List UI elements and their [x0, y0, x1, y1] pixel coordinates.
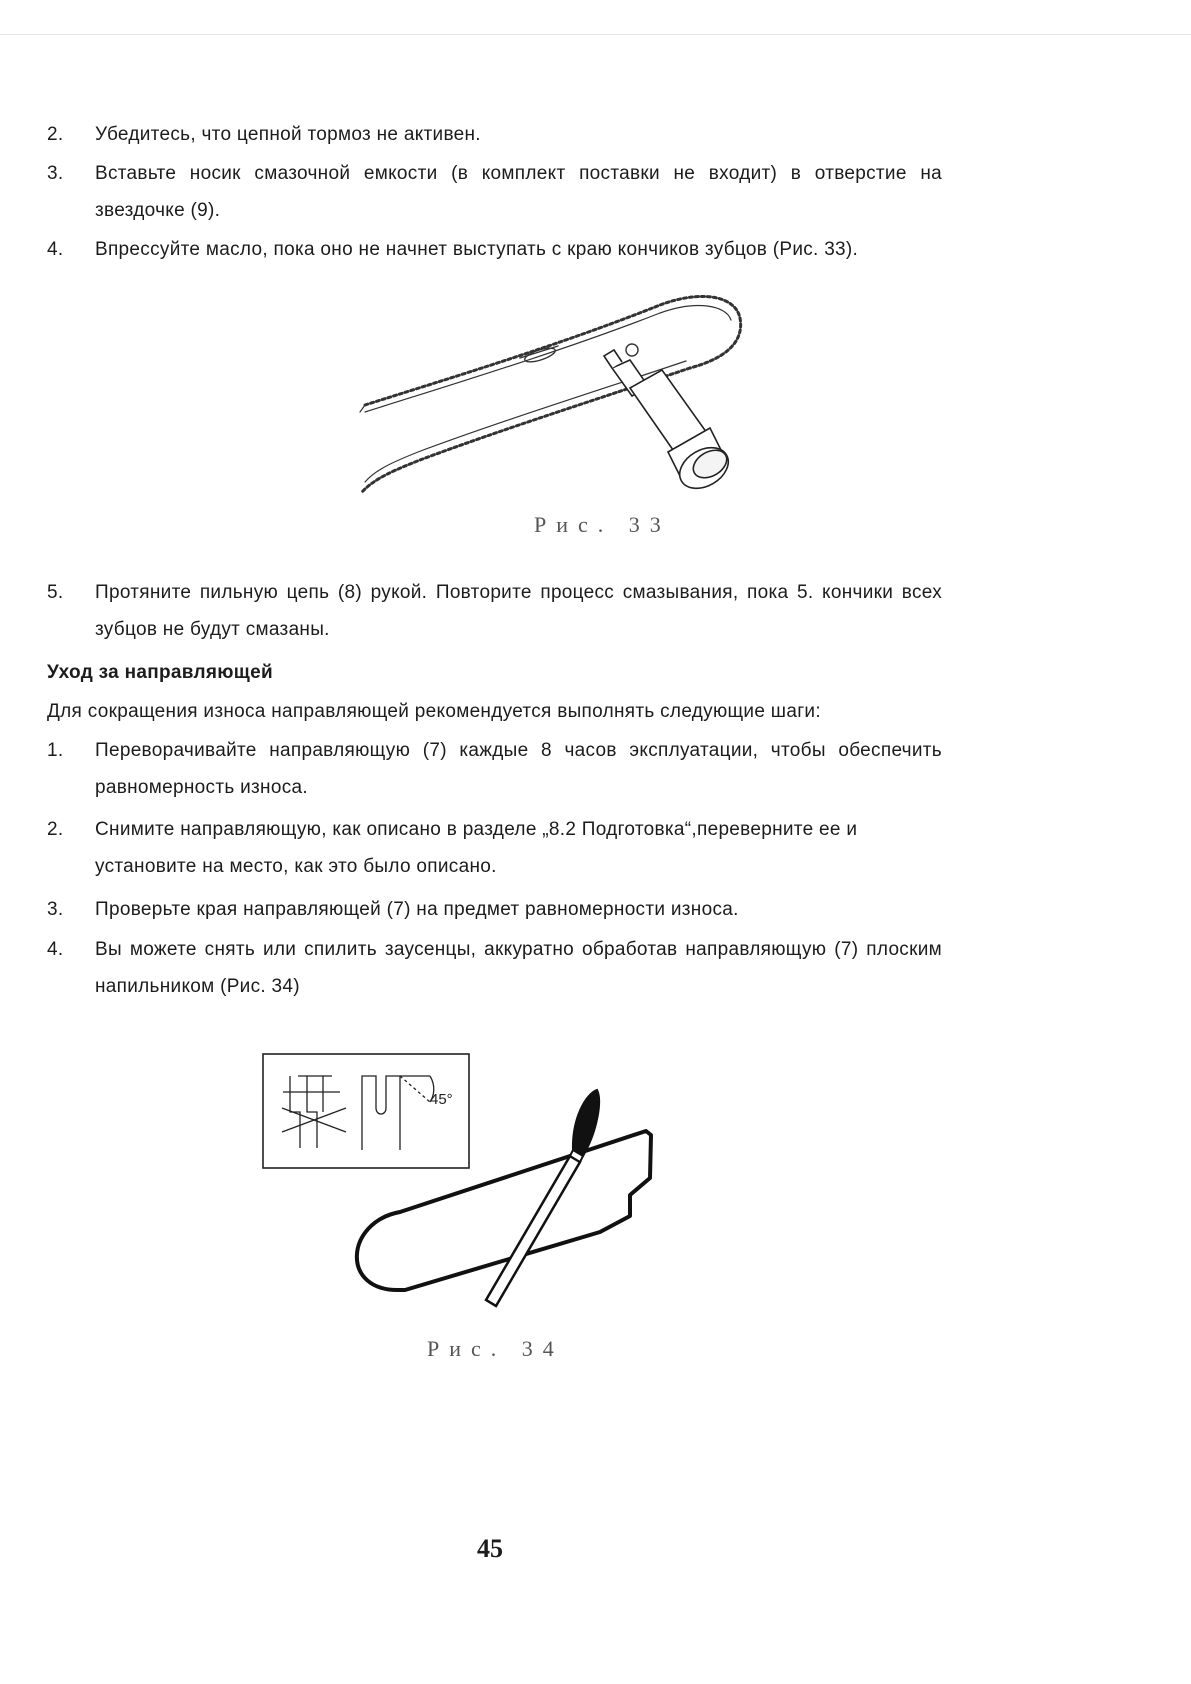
list-number: 4.: [47, 239, 64, 260]
list-text: Вы можете снять или спилить заусенцы, аккуратно обработав направляющую (7) плоским напильником (Рис. 34): [95, 939, 942, 997]
page-number: 45: [477, 1534, 503, 1563]
list-number: 2.: [47, 819, 64, 840]
angle-label: 45°: [430, 1091, 453, 1108]
list-number: 4.: [47, 939, 64, 960]
list-text: Переворачивайте направляющую (7) каждые 8 часов эксплуатации, чтобы обеспечить равномерность износа.: [95, 740, 942, 798]
list-number: 1.: [47, 740, 64, 761]
list-text: Протяните пильную цепь (8) рукой. Повторите процесс смазывания, пока 5. кончики всех зубцов не будут смазаны.: [95, 582, 942, 640]
section-heading: Уход за направляющей: [47, 662, 273, 683]
figure-34-caption: Рис. 34: [427, 1336, 564, 1361]
section-intro: Для сокращения износа направляющей рекомендуется выполнять следующие шаги:: [47, 701, 821, 722]
list-text: Вставьте носик смазочной емкости (в комплект поставки не входит) в отверстие на звездочке (9).: [95, 163, 942, 221]
figure-33-caption: Рис. 33: [534, 512, 671, 537]
list-text: Впрессуйте масло, пока оно не начнет выступать с краю кончиков зубцов (Рис. 33).: [95, 239, 859, 260]
list-number: 5.: [47, 582, 64, 603]
list-text: Снимите направляющую, как описано в разделе „8.2 Подготовка“,переверните ее и установите на место, как это было описано.: [95, 819, 858, 877]
list-text: Убедитесь, что цепной тормоз не активен.: [95, 124, 481, 145]
list-text: Проверьте края направляющей (7) на предмет равномерности износа.: [95, 899, 739, 920]
list-number: 3.: [47, 163, 64, 184]
list-number: 3.: [47, 899, 64, 920]
list-number: 2.: [47, 124, 64, 145]
